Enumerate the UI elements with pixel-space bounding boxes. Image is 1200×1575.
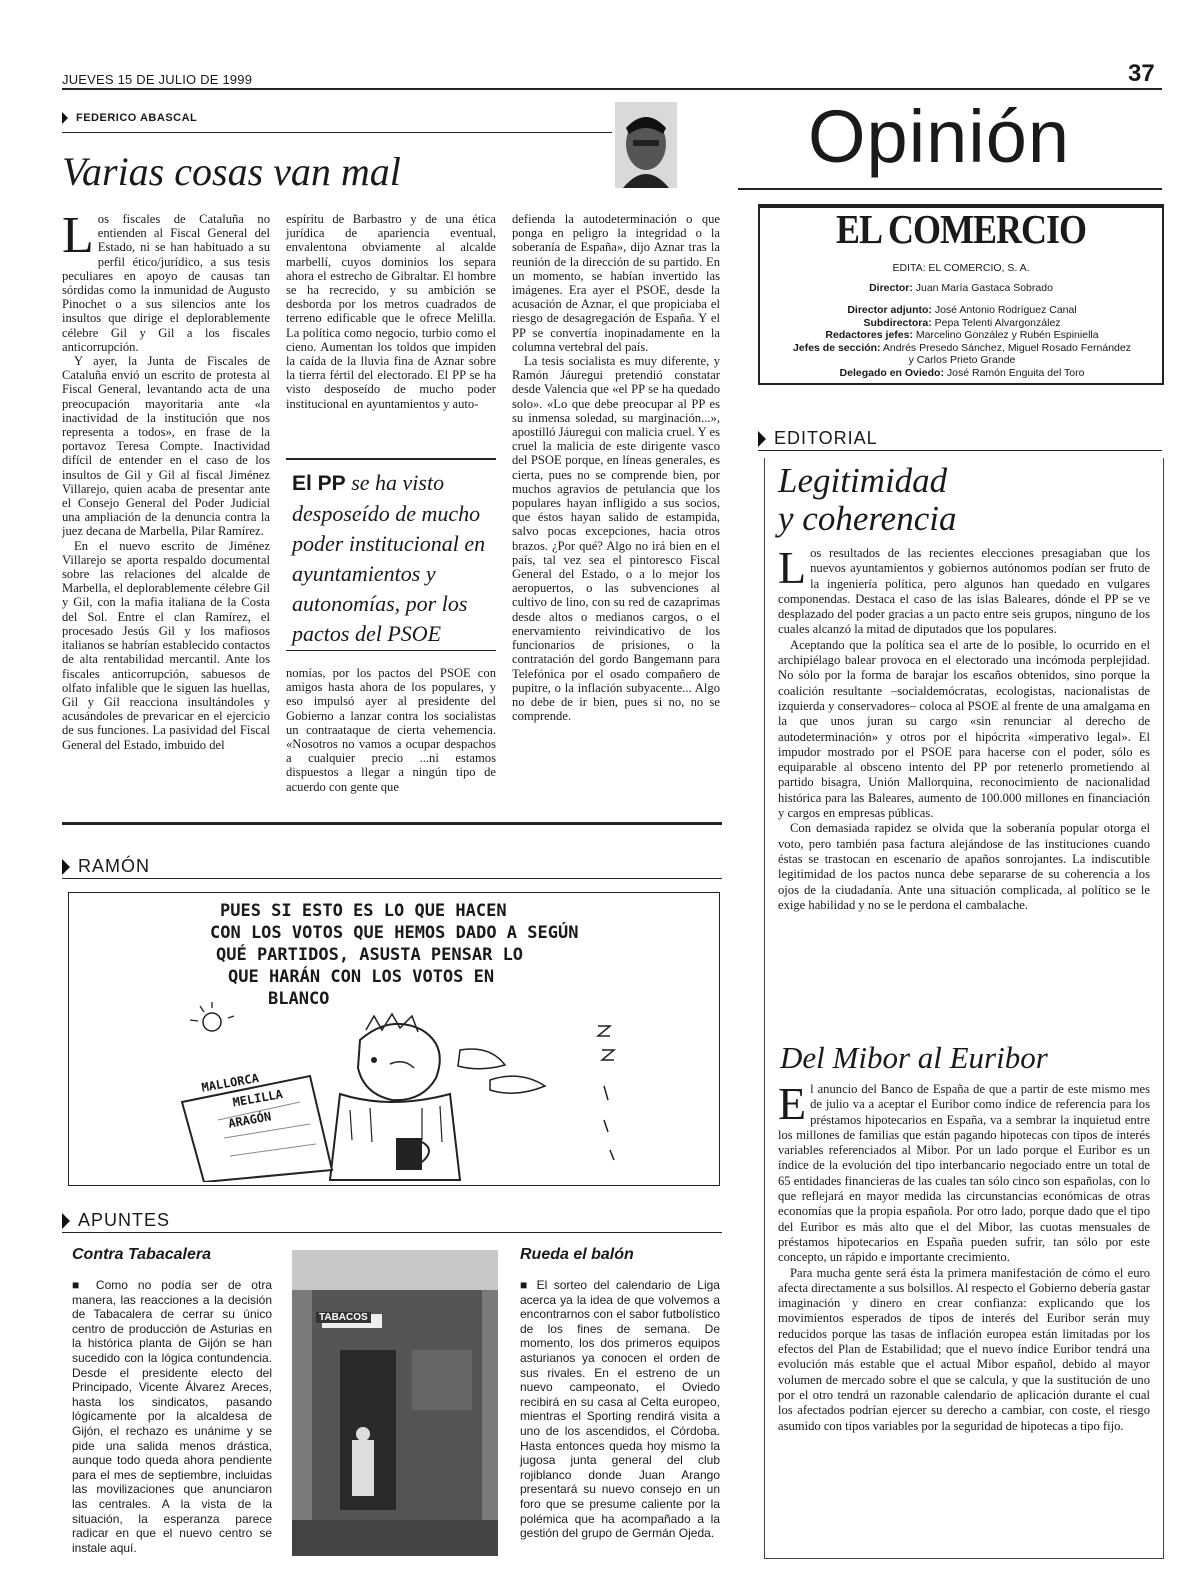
apuntes-rule	[62, 1232, 722, 1233]
cartoon-paper-words: MALLORCA MELILLA ARAGÓN	[200, 1070, 284, 1131]
apunte-photo-sign: TABACOS	[316, 1312, 371, 1323]
masthead-director: Director: Juan María Gastaca Sobrado	[869, 282, 1053, 294]
apunte-right-text: ■ El sorteo del calendario de Liga acerca ya la idea de que volvemos a encontrarnos con el sabor futbolístico de los fines de semana. De momento, los dos primeros equipos asturianos ya conocen el orden de sus rivales. En el estreno de un nuevo campeonato, el Oviedo recibirá en su casa al Celta europeo, mientras el Sporting rendirá visita a uno de los ascendidos, el Córdoba. Hasta entonces queda hoy mismo la jugosa junta general del club rojiblanco donde Juan Arango presentará su nuevo consejo en un foro que se presume caliente por la polémica que ha acompañado a la gestión del grupo de Germán Ojeda.	[520, 1278, 720, 1541]
column-text-3: defienda la autodeterminación o que ponga en peligro la integridad o la soberanía de España», dijo Aznar tras la reunión de la dirección de su partido. En un momento, se habían invertido las imágenes. Era ayer el PSOE, desde la acusación de Aznar, el que propiciaba el riesgo de desagregación de España. Y el PP se convertía inopinadamente en la columna vertebral del país. La tesis socialista es muy diferente, y Ramón Jáuregui pretendió constatar desde Valencia que «el PP se ha quedado solo». «Lo que debe preocupar al PP es su inmensa soledad, su marginación...», apostilló Jáuregui con malicia cruel. Y es cruel la malicia de este dirigente vasco del PSOE porque, en líneas generales, es cierta, pues no se comprende bien, por muchos agravios de petulancia que los populares hayan infligido a sus socios, que éstos hayan salido de estampida, salvo pocas excepciones, hacia otros brazos. ¿Por qué? Algo no irá bien en el país, tal vez sea el pintoresco Fiscal General del Estado, o a lo mejor los aeropuertos, o las subvenciones al cultivo de lino, con su red de cazaprimas desde altos o medianos cargos, o el enervamiento reivindicativo de los funcionarios de prisiones, o la contratación del gordo Bangemann para Telefónica por el osado compañero de pupitre, o la inflación subyacente... Algo no debe de ir bien, pues si no, no se comprende.	[512, 212, 720, 724]
staff-line: Redactores jefes: Marcelino González y Rubén Espiniella	[825, 329, 1099, 341]
editorial-text: Los resultados de las recientes elecciones presagiaban que los nuevos ayuntamientos y gobiernos autónomos podían ser fruto de la ingeniería política, pero algunos han quedado en vulgares componendas. Destaca el caso de las islas Baleares, dónde el PP se ve desplazado del poder gracias a un pacto entre seis grupos, ninguno de los cuales alcanzó la mitad de diputados que los populares. Aceptando que la política sea el arte de lo posible, lo ocurrido en el archipiélago balear provoca en el electorado una incómoda perplejidad. No sólo por la forma de barajar los escaños obtenidos, sino porque la coalición resultante –socialdemócratas, ecologistas, nacionalistas de izquierda y conservadores– coloca al PSOE al frente de una amalgama en la que unos juran su cargo «sin renunciar al derecho de autodeterminación» y otros por el hipócrita «imperativo legal». El impudor mostrado por el PSOE para hacerse con el poder, sólo es equiparable al obsceno intento del PP por retenerlo prometiendo al partido bisagra, Unión Mallorquina, reconocimiento de nacionalidad histórica para las Baleares, aumento de 100.000 millones en financiación y cargos en empresas públicas. Con demasiada rapidez se olvida que la soberanía popular otorga el voto, pero también pasa factura alejándose de las instituciones cuando éstas se trastocan en escenario de apaños sonrojantes. La indiscutible legitimidad de los pactos nunca debe separarse de su coherencia a los ojos de la ciudadanía. Ante una situación complicada, al político se le exige habilidad y no se le perdona el cambalache.	[778, 542, 1150, 912]
author-portrait-icon	[615, 102, 677, 188]
header-rule	[62, 88, 1162, 90]
dropcap-L: L	[778, 542, 807, 593]
pull-quote-bottom-rule	[286, 650, 496, 651]
square-bullet-icon: ■	[72, 1278, 96, 1292]
masthead-staff	[790, 304, 1134, 379]
mibor-title: Del Mibor al Euribor	[780, 1040, 1048, 1075]
dropcap-L: L	[62, 207, 94, 264]
column-author-name: FEDERICO ABASCAL	[76, 112, 198, 124]
pull-quote-top-rule	[286, 458, 496, 460]
editorial-title: Legitimidad y coherencia	[778, 461, 957, 538]
page-number: 37	[1128, 60, 1155, 87]
cartoon-speech: PUES SI ESTO ES LO QUE HACEN CON LOS VOTOS QUE HEMOS DADO A SEGÚN QUÉ PARTIDOS, ASUSTA PENSAR LO QUE HARÁN CON LOS VOTOS EN BLANCO	[210, 901, 579, 1009]
header-date: JUEVES 15 DE JULIO DE 1999	[62, 72, 253, 87]
apunte-left-text: ■ Como no podía ser de otra manera, las reacciones a la decisión de Tabacalera de cerrar su único centro de producción de Asturias en la histórica planta de Gijón se han sucedido con la lógica contundencia. Desde el presidente electo del Principado, Vicente Álvarez Areces, hasta los sindicatos, pasando lógicamente por la alcaldesa de Gijón, el rechazo es unánime y se pide una salida menos drástica, aunque todo queda ahora pendiente para el mes de septiembre, incluidas las movilizaciones que anunciaron las centrales. A la vista de la situación, la esperanza parece radicar en que el nuevo centro se instale aquí.	[72, 1278, 272, 1555]
pull-quote-text: se ha visto desposeído de mucho poder institucional en ayuntamientos y autonomías, por los pactos del PSOE	[292, 470, 486, 646]
author-rule	[62, 132, 612, 133]
mibor-text: El anuncio del Banco de España de que a partir de este mismo mes de julio va a aceptar el Euribor como índice de referencia para los préstamos hipotecarios en España, va a sembrar la inquietud entre los millones de familias que están pagando hipotecas con tipos de interés variables referenciados al Mibor. Por un lado porque el Euribor es un índice de la evolución del tipo interbancario negociado entre un total de 65 entidades financieras de las cuales tan sólo cinco son españolas, con lo que reflejará en mayor medida las circunstancias económicas de otras economías que la propia española. Por otro lado, porque dado que el tipo del Euribor es más alto que el del Mibor, las cuotas mensuales de préstamos hipotecarios en España pueden sufrir, tan sólo por este concepto, un rápido e importante crecimiento. Para mucha gente será ésta la primera manifestación de cómo el euro afecta directamente a sus bolsillos. Al respecto el Gobierno debería gastar imaginación y dinero en crear confianza: explicando que los movimientos esperados de tipos de interés del Euribor serán muy reducidos porque las tasas de inflación europea están limitadas por los efectos del Plan de Estabilidad; que el nuevo índice Euribor tendrá una evolución más estable que el actual Mibor español, debido al mayor volumen de mercado sobre el que se calcula, y que la sustitución de uno por el otro tendrá un razonable calendario de aplicación durante el cual los afectados podrían ejercer su derecho a cambiar, con coste, el riesgo asumido con tipos variables por la seguridad de hipotecas a tipo fijo.	[778, 1078, 1150, 1433]
section-rule	[738, 188, 1162, 190]
section-marker-icon	[758, 431, 766, 447]
masthead-edita: EDITA: EL COMERCIO, S. A.	[892, 262, 1030, 274]
masthead-logo: EL COMERCIO	[835, 206, 1087, 252]
staff-line: Director adjunto: José Antonio Rodríguez Canal	[847, 304, 1077, 316]
editorial-rule	[758, 450, 1162, 451]
apuntes-kicker: APUNTES	[62, 1210, 170, 1231]
pull-quote-lead: El PP	[292, 472, 346, 495]
dropcap-E: E	[778, 1078, 807, 1129]
ramon-kicker: RAMÓN	[62, 856, 150, 877]
column-text-2a: espíritu de Barbastro y de una ética jurídica de apariencia eventual, envalentona obviamente al alcalde marbellí, cuyos dominios los separa ahora el estrecho de Gibraltar. El hombre se ha recrecido, y su ambición se desborda por los metros cuadrados de terreno edificable que le ofrece Melilla. La política como negocio, turbio como el cieno. Aumentan los toldos que impiden la caída de la lluvia fina de Aznar sobre la tierra fértil del electorado. El PP se ha visto desposeído de mucho poder institucional en ayuntamientos y auto-	[286, 212, 496, 411]
section-marker-icon	[62, 859, 70, 875]
column-author	[62, 112, 197, 124]
column-bottom-rule	[62, 822, 722, 825]
author-photo	[615, 102, 677, 188]
editorial-kicker: EDITORIAL	[758, 428, 878, 449]
apunte-left-title: Contra Tabacalera	[72, 1246, 212, 1263]
apunte-right-title: Rueda el balón	[520, 1246, 634, 1263]
apunte-photo	[292, 1250, 498, 1556]
staff-line: Subdirectora: Pepa Telenti Alvargonzález	[863, 316, 1061, 329]
pull-quote	[292, 468, 496, 649]
tabacalera-building-icon	[292, 1250, 498, 1556]
section-marker-icon	[62, 1213, 70, 1229]
column-text-2b: nomías, por los pactos del PSOE con amigos hasta ahora de los populares, y eso impulsó ayer al presidente del Gobierno a lanzar contra los socialistas un contraataque de cierta vehemencia. «Nosotros no vamos a ocupar despachos a cualquier precio ...ni estamos dispuestos a llegar a ningún tipo de acuerdo con gente que	[286, 666, 496, 794]
square-bullet-icon: ■	[520, 1278, 537, 1292]
section-marker-icon	[62, 112, 68, 124]
column-title: Varias cosas van mal	[62, 149, 401, 194]
column-text-1: Los fiscales de Cataluña no entienden al Fiscal General del Estado, ni se han habituado a su perfil ético/jurídico, a sus tesis peculiares en apoyo de causas tan sórdidas como la inmunidad de Augusto Pinochet o a sus silencios ante los insultos que dirige el deplorablemente célebre Gil y Gil a los fiscales anticorrupción. Y ayer, la Junta de Fiscales de Cataluña envió un escrito de protesta al Fiscal General, levantando acta de una preocupación mayoritaria ante «la inactividad de la institución que nos representa a todos», en frase de la portavoz Teresa Compte. Inactividad difícil de entender en el caso de los insultos de Gil y Gil al fiscal Jiménez Villarejo, quien acaba de presentar ante el Consejo General del Poder Judicial una ampliación de la denuncia contra la juez decana de Marbella, Pilar Ramírez. En el nuevo escrito de Jiménez Villarejo se aporta respaldo documental sobre las relaciones del alcalde de Marbella, el deplorablemente célebre Gil y Gil, con la mafia italiana de la Costa del Sol. Entre el clan Ramírez, el procesado Jesús Gil y los mafiosos italianos se habrían establecido contactos de alta rentabilidad mercantil. Ante los fiscales anticorrupción, sabuesos de olfato infalible que le siguen las huellas, Gil y Gil reacciona insultándoles y acusándoles de prevaricar en el ejercicio de sus funciones. La pasividad del Fiscal General del Estado, imbuido del	[62, 207, 270, 752]
section-title: Opinión	[808, 95, 1071, 178]
staff-line: Jefes de sección: Andrés Presedo Sánchez, Miguel Rosado Fernández y Carlos Prieto Grande	[793, 341, 1131, 366]
ramon-rule	[62, 878, 722, 879]
staff-line: Delegado en Oviedo: José Ramón Enguita del Toro	[839, 366, 1085, 379]
